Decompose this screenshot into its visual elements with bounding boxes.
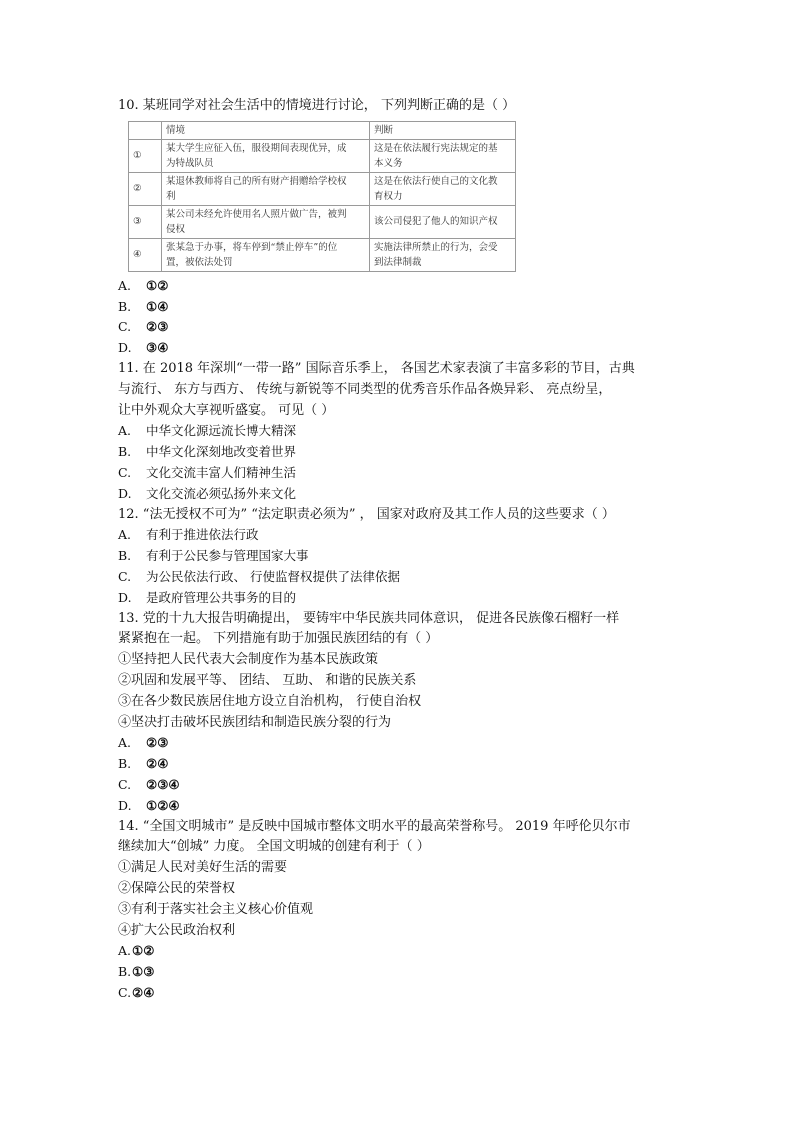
table-cell-judgment: 这是在依法履行宪法规定的基 本义务: [370, 139, 516, 172]
statement-item: ④扩大公民政治权利: [118, 922, 236, 938]
table-row: [129, 238, 516, 271]
table-header-cell: 情境: [162, 121, 370, 139]
question-11: [118, 359, 678, 505]
answer-option-c[interactable]: C.②④: [118, 984, 155, 1000]
exam-page: [118, 96, 678, 1004]
table-cell-situation: 某公司未经允许使用名人照片做广告，被判 侵权: [162, 205, 370, 238]
answer-option-c[interactable]: C. ②③: [118, 319, 169, 335]
table-cell-number: ①: [129, 139, 162, 172]
answer-option-b[interactable]: B. ①④: [118, 298, 169, 314]
answer-option-d[interactable]: D. 是政府管理公共事务的目的: [118, 589, 297, 605]
question-stem: 13. 党的十九大报告明确提出， 要铸牢中华民族共同体意识， 促进各民族像石榴籽一样: [118, 610, 620, 626]
table-cell-judgment: 实施法律所禁止的行为，会受 到法律制裁: [370, 238, 516, 271]
table-cell-number: ③: [129, 205, 162, 238]
table-cell-number: ④: [129, 238, 162, 271]
answer-option-a[interactable]: A. ②③: [118, 735, 169, 751]
table-header-cell: [129, 121, 162, 139]
question-stem: 10. 某班同学对社会生活中的情境进行讨论， 下列判断正确的是（ ）: [118, 98, 516, 113]
answer-option-d[interactable]: D. ③④: [118, 340, 169, 356]
question-stem: 让中外观众大享视听盛宴。 可见（ ）: [118, 402, 335, 418]
answer-option-a[interactable]: A. ①②: [118, 277, 169, 293]
statement-item: ③有利于落实社会主义核心价值观: [118, 901, 314, 917]
question-stem: 与流行、 东方与西方、 传统与新锐等不同类型的优秀音乐作品各焕异彩、 亮点纷呈，: [118, 381, 612, 397]
table-header-cell: 判断: [370, 121, 516, 139]
question-stem: 14. “全国文明城市” 是反映中国城市整体文明水平的最高荣誉称号。 2019 年呼伦贝尔市: [118, 818, 631, 834]
table-header-row: [129, 121, 516, 139]
answer-option-c[interactable]: C. 为公民依法行政、 行使监督权提供了法律依据: [118, 568, 400, 584]
table-cell-situation: 某退休教师将自己的所有财产捐赠给学校权 利: [162, 172, 370, 205]
statement-item: ②保障公民的荣誉权: [118, 880, 236, 896]
answer-option-b[interactable]: B. 有利于公民参与管理国家大事: [118, 548, 309, 564]
statement-item: ②巩固和发展平等、 团结、 互助、 和谐的民族关系: [118, 672, 417, 688]
question-14: [118, 817, 678, 1004]
table-cell-judgment: 该公司侵犯了他人的知识产权: [370, 205, 516, 238]
question-stem: 11. 在 2018 年深圳“一带一路” 国际音乐季上， 各国艺术家表演了丰富多彩的节目，古典: [118, 360, 635, 376]
answer-option-a[interactable]: A. 有利于推进依法行政: [118, 527, 259, 543]
statement-item: ①坚持把人民代表大会制度作为基本民族政策: [118, 652, 379, 668]
question-stem: 继续加大“创城” 力度。 全国文明城的创建有利于（ ）: [118, 839, 430, 855]
question-stem: 12. “法无授权不可为” “法定职责必须为” ， 国家对政府及其工作人员的这些要求（ ）: [118, 506, 615, 522]
table-cell-number: ②: [129, 172, 162, 205]
answer-option-c[interactable]: C. 文化交流丰富人们精神生活: [118, 464, 297, 480]
table-row: [129, 172, 516, 205]
table-row: [129, 205, 516, 238]
question-13: [118, 609, 678, 817]
table-cell-judgment: 这是在依法行使自己的文化教 育权力: [370, 172, 516, 205]
answer-option-b[interactable]: B.①③: [118, 964, 155, 980]
table-row: [129, 139, 516, 172]
table-cell-situation: 某大学生应征入伍，服役期间表现优异，成 为特战队员: [162, 139, 370, 172]
statement-item: ③在各少数民族居住地方设立自治机构， 行使自治权: [118, 693, 422, 709]
statement-item: ④坚决打击破坏民族团结和制造民族分裂的行为: [118, 714, 392, 730]
question-10: [118, 96, 678, 359]
answer-option-d[interactable]: D. ①②④: [118, 797, 180, 813]
question-12: [118, 505, 678, 609]
table-cell-situation: 张某急于办事，将车停到“禁止停车”的位 置，被依法处罚: [162, 238, 370, 271]
answer-option-c[interactable]: C. ②③④: [118, 776, 180, 792]
answer-option-b[interactable]: B. ②④: [118, 756, 169, 772]
statement-item: ①满足人民对美好生活的需要: [118, 860, 288, 876]
situation-table: [128, 121, 516, 272]
answer-option-a[interactable]: A. 中华文化源远流长博大精深: [118, 423, 297, 439]
answer-option-b[interactable]: B. 中华文化深刻地改变着世界: [118, 444, 297, 460]
question-stem: 紧紧抱在一起。 下列措施有助于加强民族团结的有（ ）: [118, 631, 439, 647]
answer-option-a[interactable]: A.①②: [118, 943, 155, 959]
answer-option-d[interactable]: D. 文化交流必须弘扬外来文化: [118, 485, 297, 501]
